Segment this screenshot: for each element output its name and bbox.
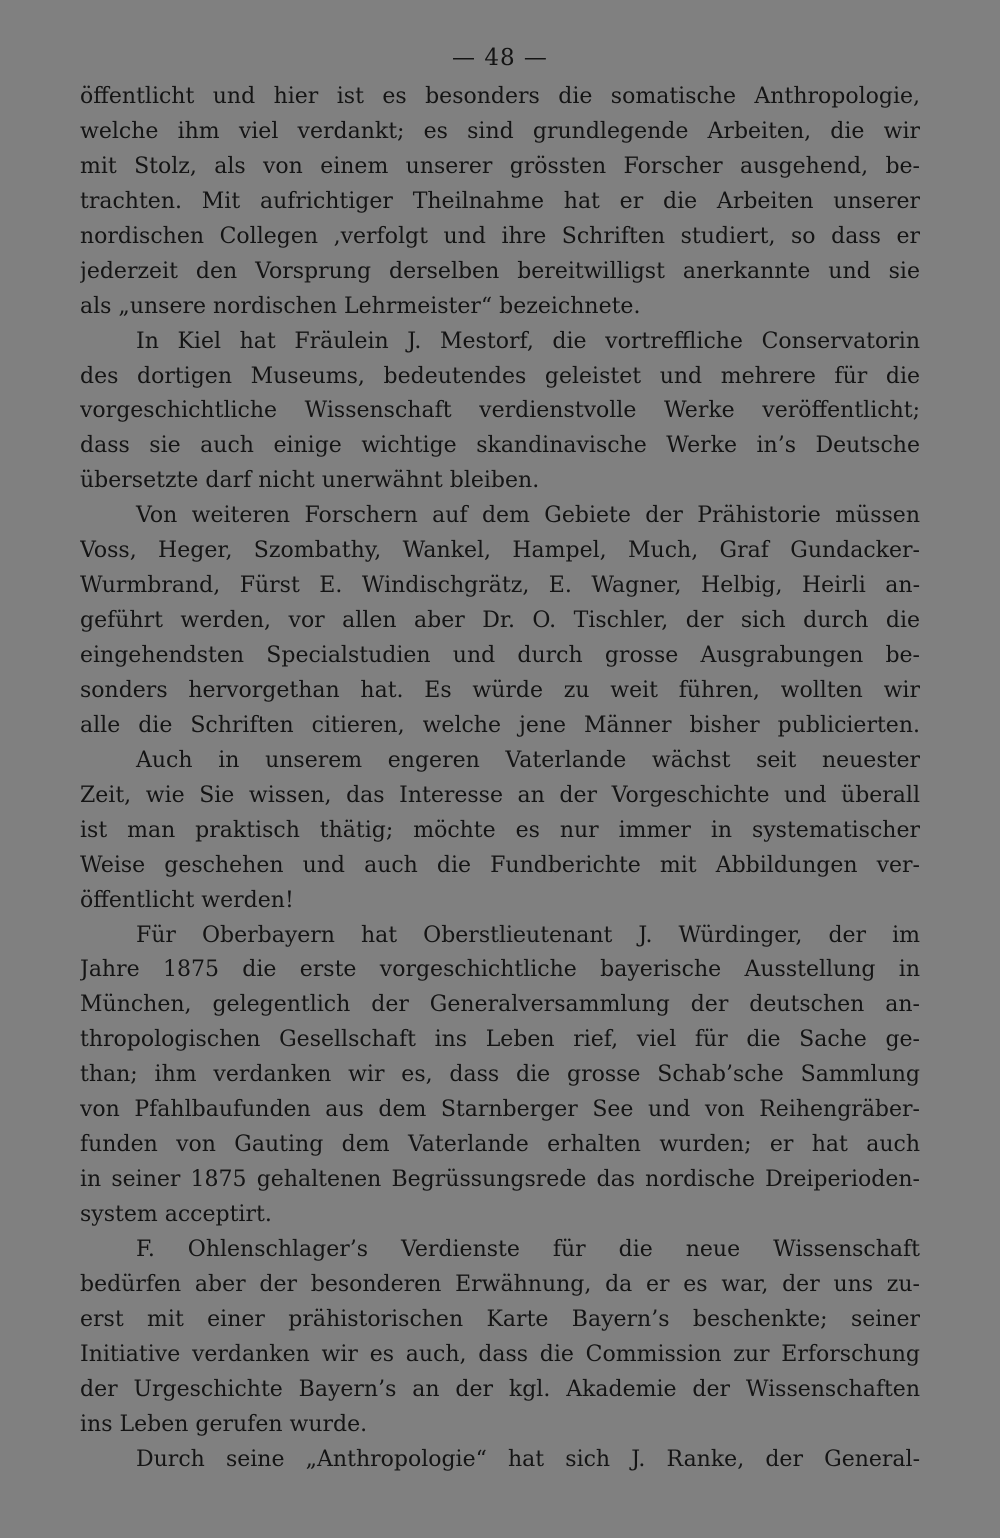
text-line: welche ihm viel verdankt; es sind grundlegende Arbeiten, die wir [80,118,920,144]
text-line: funden von Gauting dem Vaterlande erhalten wurden; er hat auch [80,1132,920,1158]
text-line: than; ihm verdanken wir es, dass die grosse Schab’sche Sammlung [80,1062,920,1088]
text-line: der Urgeschichte Bayern’s an der kgl. Akademie der Wissenschaften [80,1376,920,1402]
text-line: dass sie auch einige wichtige skandinavische Werke in’s Deutsche [80,433,920,459]
text-line: übersetzte darf nicht unerwähnt bleiben. [80,468,540,494]
text-line: als „unsere nordischen Lehrmeister“ bezeichnete. [80,293,641,319]
text-line: des dortigen Museums, bedeutendes geleistet und mehrere für die [80,363,920,389]
text-line: Wurmbrand, Fürst E. Windischgrätz, E. Wagner, Helbig, Heirli an- [80,573,920,599]
text-line: alle die Schriften citieren, welche jene Männer bisher publicierten. [80,712,920,738]
text-line: ist man praktisch thätig; möchte es nur immer in systematischer [80,817,920,843]
page-body [80,36,920,1478]
text-line: thropologischen Gesellschaft ins Leben rief, viel für die Sache ge- [80,1027,920,1053]
text-line: F. Ohlenschlager’s Verdienste für die neue Wissenschaft [136,1236,920,1262]
text-line: öffentlicht werden! [80,887,294,913]
text-line: München, gelegentlich der Generalversammlung der deutschen an- [80,992,920,1018]
text-line: In Kiel hat Fräulein J. Mestorf, die vortreffliche Conservatorin [136,328,920,354]
page-number: — 48 — [452,45,548,71]
text-line: Durch seine „Anthropologie“ hat sich J. Ranke, der General- [136,1446,920,1472]
text-line: von Pfahlbaufunden aus dem Starnberger See und von Reihengräber- [80,1097,920,1123]
text-line: in seiner 1875 gehaltenen Begrüssungsrede das nordische Dreiperioden- [80,1167,920,1193]
text-line: Initiative verdanken wir es auch, dass die Commission zur Erforschung [80,1341,920,1367]
text-line: Voss, Heger, Szombathy, Wankel, Hampel, Much, Graf Gundacker- [80,538,920,564]
text-line: eingehendsten Specialstudien und durch grosse Ausgrabungen be- [80,643,920,668]
text-line: bedürfen aber der besonderen Erwähnung, da er es war, der uns zu- [80,1271,920,1297]
text-line: erst mit einer prähistorischen Karte Bayern’s beschenkte; seiner [80,1306,920,1332]
text-line: trachten. Mit aufrichtiger Theilnahme hat er die Arbeiten unserer [80,188,920,214]
text-line: system acceptirt. [80,1202,272,1227]
text-line: sonders hervorgethan hat. Es würde zu weit führen, wollten wir [80,677,920,703]
text-line: Jahre 1875 die erste vorgeschichtliche bayerische Ausstellung in [80,957,920,983]
text-line: geführt werden, vor allen aber Dr. O. Tischler, der sich durch die [80,608,920,634]
text-line: ins Leben gerufen wurde. [80,1411,368,1437]
text-line: jederzeit den Vorsprung derselben bereitwilligst anerkannte und sie [80,258,920,284]
text-line: Weise geschehen und auch die Fundberichte mit Abbildungen ver- [80,852,920,878]
text-line: Auch in unserem engeren Vaterlande wächst seit neuester [136,747,920,773]
text-line: mit Stolz, als von einem unserer grössten Forscher ausgehend, be- [80,153,920,179]
text-block [80,80,920,1478]
text-line: Von weiteren Forschern auf dem Gebiete der Prähistorie müssen [136,503,920,529]
text-line: Für Oberbayern hat Oberstlieutenant J. Würdinger, der im [136,922,920,948]
text-line: nordischen Collegen ,verfolgt und ihre Schriften studiert, so dass er [80,223,920,249]
text-line: öffentlicht und hier ist es besonders die somatische Anthropologie, [80,84,920,109]
text-line: vorgeschichtliche Wissenschaft verdienstvolle Werke veröffentlicht; [80,398,920,424]
text-line: Zeit, wie Sie wissen, das Interesse an der Vorgeschichte und überall [80,782,920,808]
